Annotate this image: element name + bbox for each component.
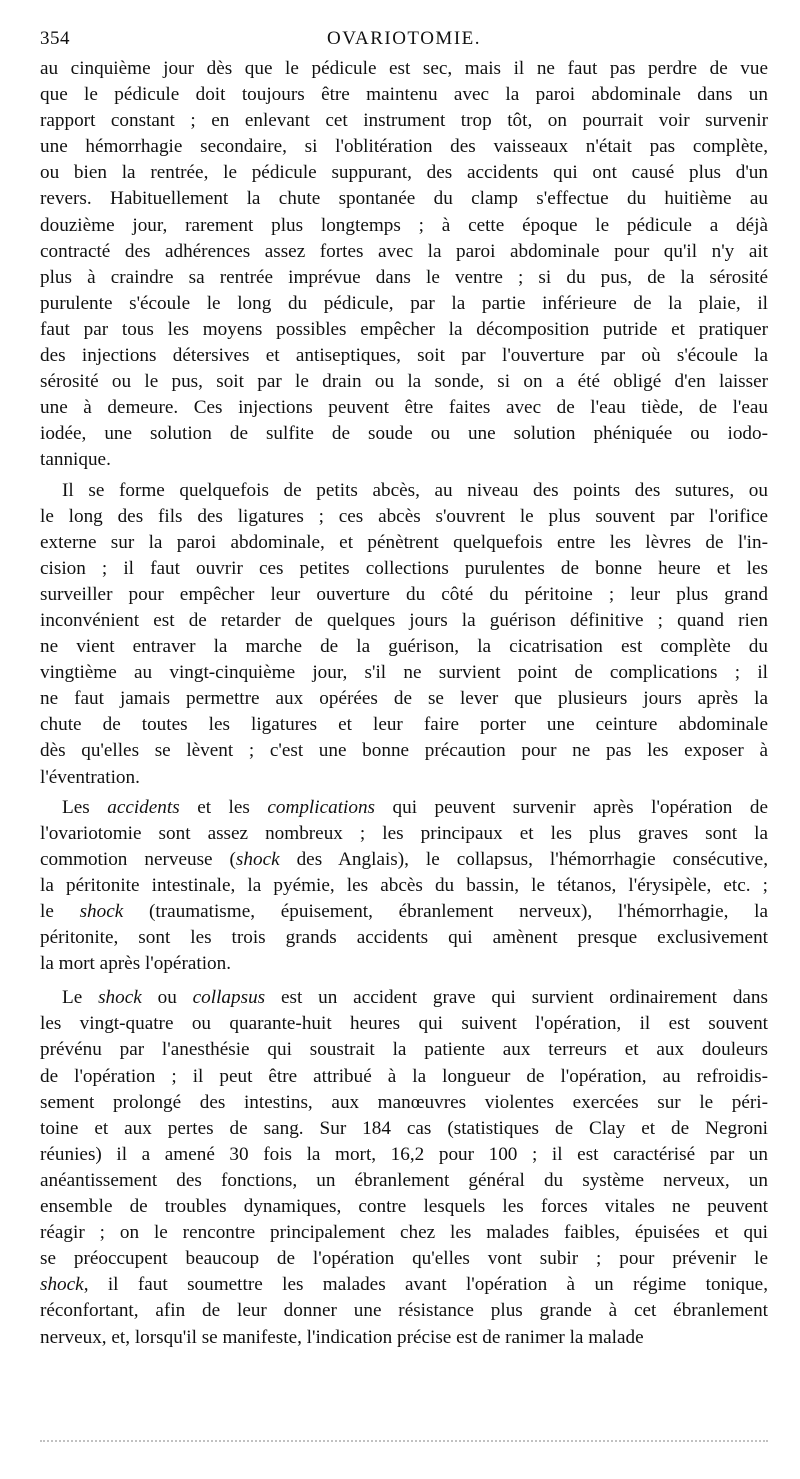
text-line: cision ; il faut ouvrir ces petites collections purulentes de bonne heure et les [40, 557, 768, 579]
text-line: ensemble de troubles dynamiques, contre lesquels les forces vitales ne peuvent [40, 1196, 768, 1218]
text-line: plus à craindre sa rentrée imprévue dans le ventre ; si du pus, de la sérosité [40, 266, 768, 288]
paragraph [40, 795, 768, 978]
paragraph [40, 478, 768, 791]
text-line: réunies) il a amené 30 fois la mort, 16,2 pour 100 ; il est caractérisé par un [40, 1143, 768, 1165]
text-line: se préoccupent beaucoup de l'opération qu'elles vont subir ; pour prévenir le [40, 1248, 768, 1270]
text-line: réagir ; on le rencontre principalement chez les malades faibles, épuisées et qui [40, 1222, 768, 1244]
text-line: surveiller pour empêcher leur ouverture du côté du péritoine ; leur plus grand [40, 583, 768, 605]
text-line: Il se forme quelquefois de petits abcès, au niveau des points des sutures, ou [62, 479, 768, 501]
text-line: chute de toutes les ligatures et leur faire porter une ceinture abdominale [40, 714, 768, 736]
text-line: ou bien la rentrée, le pédicule suppurant, des accidents qui ont causé plus d'un [40, 162, 768, 184]
paragraph-list [40, 56, 768, 1351]
text-line: faut par tous les moyens possibles empêcher la décomposition putride et pratiquer [40, 318, 768, 340]
text-line: Les accidents et les complications qui peuvent survenir après l'opération de [62, 796, 768, 818]
paragraph [40, 985, 768, 1350]
text-line: douzième jour, rarement plus longtemps ; à cette époque le pédicule a déjà [40, 214, 768, 236]
book-page [40, 28, 768, 1351]
text-line: le long des fils des ligatures ; ces abcès s'ouvrent le plus souvent par l'orifice [40, 505, 768, 527]
text-line: prévénu par l'anesthésie qui soustrait la patiente aux terreurs et aux douleurs [40, 1039, 768, 1061]
text-line: rapport constant ; en enlevant cet instrument trop tôt, on pourrait voir survenir [40, 110, 768, 132]
text-line: revers. Habituellement la chute spontanée du clamp s'effectue du huitième au [40, 188, 768, 210]
text-line: tannique. [40, 449, 111, 471]
text-line: que le pédicule doit toujours être maintenu avec la paroi abdominale dans un [40, 84, 768, 106]
text-line: shock, il faut soumettre les malades avant l'opération à un régime tonique, [40, 1274, 768, 1296]
text-line: toine et aux pertes de sang. Sur 184 cas (statistiques de Clay et de Negroni [40, 1117, 768, 1139]
text-line: péritonite, sont les trois grands accidents qui amènent presque exclusivement [40, 927, 768, 949]
text-line: anéantissement des fonctions, un ébranlement général du système nerveux, un [40, 1169, 768, 1191]
running-head [40, 28, 768, 56]
text-line: dès qu'elles se lèvent ; c'est une bonne précaution pour ne pas les exposer à [40, 740, 768, 762]
text-line: ne faut jamais permettre aux opérées de se lever que plusieurs jours après la [40, 688, 768, 710]
text-line: nerveux, et, lorsqu'il se manifeste, l'indication précise est de ranimer la malade [40, 1326, 644, 1348]
text-line: des injections détersives et antiseptiques, soit par l'ouverture par où s'écoule la [40, 345, 768, 367]
text-line: au cinquième jour dès que le pédicule est sec, mais il ne faut pas perdre de vue [40, 58, 768, 79]
page-number: 354 [40, 28, 70, 49]
text-line: la mort après l'opération. [40, 953, 232, 975]
text-line: contracté des adhérences assez fortes avec la paroi abdominale pour qu'il n'y ait [40, 240, 768, 262]
paragraph [40, 56, 768, 474]
text-line: inconvénient est de retarder de quelques jours la guérison définitive ; quand rien [40, 609, 768, 631]
text-line: sement prolongé des intestins, aux manœuvres violentes exercées sur le péri- [40, 1091, 768, 1113]
text-line: vingtième au vingt-cinquième jour, s'il ne survient point de complications ; il [40, 662, 768, 684]
text-line: les vingt-quatre ou quarante-huit heures qui suivent l'opération, il est souvent [40, 1013, 768, 1035]
text-line: le shock (traumatisme, épuisement, ébranlement nerveux), l'hémorrhagie, la [40, 901, 768, 922]
text-line: la péritonite intestinale, la pyémie, les abcès du bassin, le tétanos, l'érysipèle, etc. ; [40, 874, 768, 896]
footer-rule [40, 1440, 768, 1442]
text-line: Le shock ou collapsus est un accident grave qui survient ordinairement dans [62, 987, 768, 1009]
text-line: commotion nerveuse (shock des Anglais), le collapsus, l'hémorrhagie consécutive, [40, 848, 768, 870]
text-line: sérosité ou le pus, soit par le drain ou la sonde, si on a été obligé d'en laisser [40, 371, 768, 393]
text-line: iodée, une solution de sulfite de soude ou une solution phéniquée ou iodo- [40, 423, 768, 445]
text-line: l'éventration. [40, 766, 140, 788]
text-line: l'ovariotomie sont assez nombreux ; les principaux et les plus graves sont la [40, 822, 768, 844]
text-line: une hémorrhagie secondaire, si l'oblitération des vaisseaux n'était pas complète, [40, 136, 768, 158]
paragraph-gap [40, 977, 768, 985]
text-line: une à demeure. Ces injections peuvent être faites avec de l'eau tiède, de l'eau [40, 397, 768, 419]
text-line: réconfortant, afin de leur donner une résistance plus grande à cet ébranlement [40, 1300, 768, 1322]
running-title: OVARIOTOMIE. [327, 28, 481, 49]
text-line: purulente s'écoule le long du pédicule, par la partie inférieure de la plaie, il [40, 292, 768, 314]
text-line: externe sur la paroi abdominale, et pénètrent quelquefois entre les lèvres de l'in- [40, 531, 768, 553]
text-line: ne vient entraver la marche de la guérison, la cicatrisation est complète du [40, 636, 768, 658]
body-text [40, 56, 768, 1351]
text-line: de l'opération ; il peut être attribué à la longueur de l'opération, au refroidis- [40, 1065, 768, 1087]
